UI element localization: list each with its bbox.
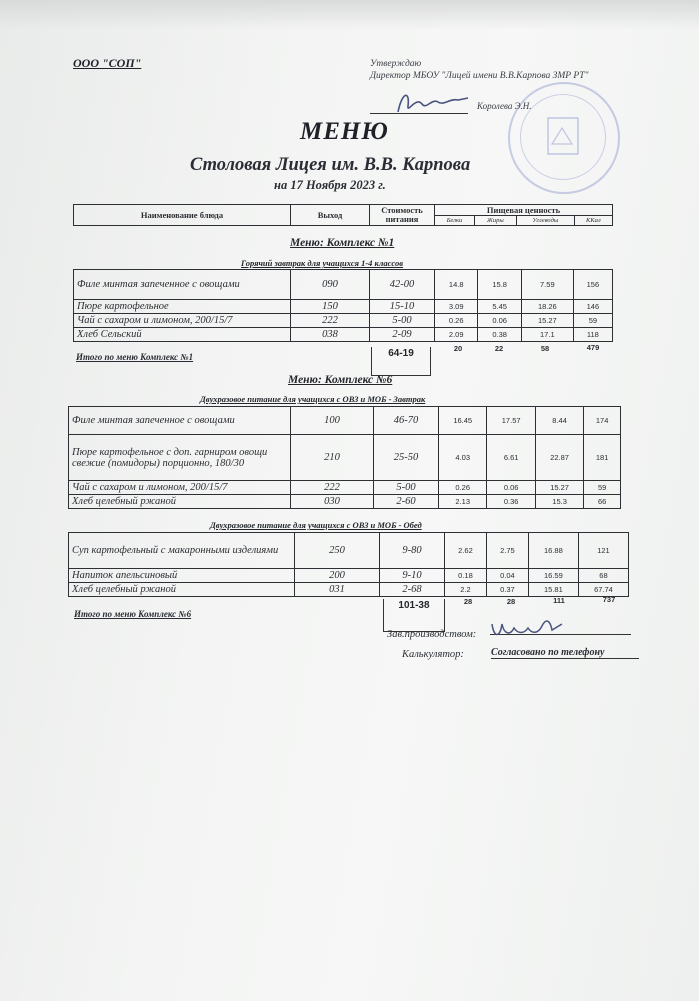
dish-cost: 2-60 <box>374 495 439 509</box>
dish-carbs: 15.27 <box>535 481 583 495</box>
dish-cost: 15-10 <box>370 300 435 314</box>
table-row <box>69 407 621 435</box>
dish-carbs: 18.26 <box>521 300 573 314</box>
menu-date: на 17 Ноября 2023 г. <box>274 178 386 192</box>
dish-proteins: 4.03 <box>439 435 487 481</box>
menu1-title: Меню: Комплекс №1 <box>290 237 395 249</box>
director-name: Королева Э.Н. <box>477 101 532 111</box>
dish-carbs: 7.59 <box>521 270 573 300</box>
dish-proteins: 0.26 <box>435 314 478 328</box>
dish-kcal: 67.74 <box>578 583 628 597</box>
dish-cost: 5-00 <box>374 481 439 495</box>
col-carbs: Углеводы <box>516 216 574 226</box>
dish-cost: 46-70 <box>374 407 439 435</box>
dish-carbs: 15.27 <box>521 314 573 328</box>
menu1-total-carbs: 58 <box>540 344 550 353</box>
dish-output: 210 <box>291 435 374 481</box>
dish-proteins: 2.09 <box>435 328 478 342</box>
calculator-value: Согласовано по телефону <box>491 647 639 659</box>
dish-fats: 0.38 <box>478 328 521 342</box>
dish-cost: 2-68 <box>380 583 445 597</box>
dish-cost: 5-00 <box>370 314 435 328</box>
dish-name: Филе минтая запеченное с овощами <box>69 407 291 435</box>
table-row <box>74 314 613 328</box>
dish-fats: 0.04 <box>486 569 528 583</box>
dish-name: Чай с сахаром и лимоном, 200/15/7 <box>69 481 291 495</box>
col-kcal: ККал <box>574 216 612 226</box>
dish-cost: 9-10 <box>380 569 445 583</box>
menu1-table <box>73 269 613 342</box>
col-cost: Стоимость питания <box>370 205 435 226</box>
dish-kcal: 146 <box>573 300 612 314</box>
dish-name: Напиток апельсиновый <box>69 569 295 583</box>
dish-name: Хлеб Сельский <box>74 328 291 342</box>
dish-cost: 42-00 <box>370 270 435 300</box>
dish-fats: 15.8 <box>478 270 521 300</box>
menu6-section-breakfast: Двухразовое питание для учащихся с ОВЗ и МОБ - Завтрак <box>200 394 426 404</box>
dish-name: Пюре картофельное <box>74 300 291 314</box>
menu6-total-label: Итого по меню Комплекс №6 <box>74 609 192 619</box>
col-fats: Жиры <box>474 216 516 226</box>
menu6-total-fats: 28 <box>506 597 516 606</box>
table-row <box>74 270 613 300</box>
dish-carbs: 16.59 <box>528 569 578 583</box>
dish-proteins: 2.62 <box>445 533 487 569</box>
dish-cost: 25-50 <box>374 435 439 481</box>
dish-proteins: 3.09 <box>435 300 478 314</box>
dish-cost: 9-80 <box>380 533 445 569</box>
calculator-label: Калькулятор: <box>402 649 464 660</box>
dish-carbs: 16.88 <box>528 533 578 569</box>
menu6-breakfast-table <box>68 406 621 509</box>
dish-carbs: 22.87 <box>535 435 583 481</box>
dish-kcal: 121 <box>578 533 628 569</box>
manager-label: Зав.производством: <box>387 629 477 640</box>
dish-fats: 17.57 <box>487 407 535 435</box>
menu-header-table <box>73 204 613 226</box>
dish-fats: 6.61 <box>487 435 535 481</box>
table-row <box>69 583 629 597</box>
dish-proteins: 2.13 <box>439 495 487 509</box>
dish-name: Суп картофельный с макаронными изделиями <box>69 533 295 569</box>
dish-kcal: 59 <box>584 481 621 495</box>
dish-carbs: 15.81 <box>528 583 578 597</box>
dish-kcal: 59 <box>573 314 612 328</box>
dish-carbs: 17.1 <box>521 328 573 342</box>
dish-name: Хлеб целебный ржаной <box>69 583 295 597</box>
menu1-total-proteins: 20 <box>453 344 463 353</box>
approval-line2: Директор МБОУ "Лицей имени В.В.Карпова ЗМР РТ" <box>370 71 589 81</box>
dish-fats: 0.36 <box>487 495 535 509</box>
dish-kcal: 181 <box>584 435 621 481</box>
dish-fats: 0.06 <box>487 481 535 495</box>
dish-cost: 2-09 <box>370 328 435 342</box>
menu1-total-fats: 22 <box>494 344 504 353</box>
organization-name: ООО "СОП" <box>73 56 142 70</box>
menu6-title: Меню: Комплекс №6 <box>288 374 393 386</box>
table-row <box>69 435 621 481</box>
dish-kcal: 174 <box>584 407 621 435</box>
col-name: Наименование блюда <box>74 205 291 226</box>
dish-output: 100 <box>291 407 374 435</box>
page-title: МЕНЮ <box>300 118 389 145</box>
menu1-total-label: Итого по меню Комплекс №1 <box>76 352 194 362</box>
dish-output: 031 <box>295 583 380 597</box>
page-subtitle: Столовая Лицея им. В.В. Карпова <box>190 155 471 175</box>
dish-proteins: 0.26 <box>439 481 487 495</box>
dish-proteins: 16.45 <box>439 407 487 435</box>
dish-fats: 0.37 <box>486 583 528 597</box>
dish-carbs: 8.44 <box>535 407 583 435</box>
dish-output: 030 <box>291 495 374 509</box>
dish-name: Хлеб целебный ржаной <box>69 495 291 509</box>
dish-kcal: 118 <box>573 328 612 342</box>
dish-name: Филе минтая запеченное с овощами <box>74 270 291 300</box>
dish-kcal: 156 <box>573 270 612 300</box>
dish-carbs: 15.3 <box>535 495 583 509</box>
dish-output: 222 <box>291 314 370 328</box>
menu6-total-proteins: 28 <box>463 597 473 606</box>
table-row <box>69 481 621 495</box>
menu6-lunch-table <box>68 532 629 597</box>
dish-fats: 0.06 <box>478 314 521 328</box>
dish-kcal: 66 <box>584 495 621 509</box>
dish-name: Пюре картофельное с доп. гарниром овощи свежие (помидоры) порционно, 180/30 <box>69 435 291 481</box>
menu1-total-kcal: 479 <box>586 343 600 352</box>
dish-proteins: 0.18 <box>445 569 487 583</box>
dish-output: 250 <box>295 533 380 569</box>
dish-kcal: 68 <box>578 569 628 583</box>
menu1-total-cost: 64-19 <box>371 347 431 376</box>
table-row <box>74 328 613 342</box>
menu6-total-cost: 101-38 <box>383 599 445 632</box>
col-nutrition: Пищевая ценность <box>435 205 613 216</box>
signature-line <box>370 113 468 114</box>
dish-output: 090 <box>291 270 370 300</box>
dish-output: 150 <box>291 300 370 314</box>
table-row <box>69 495 621 509</box>
menu6-section-lunch: Двухразовое питание для учащихся с ОВЗ и МОБ - Обед <box>210 520 422 530</box>
dish-fats: 5.45 <box>478 300 521 314</box>
dish-output: 222 <box>291 481 374 495</box>
menu6-total-kcal: 737 <box>602 595 616 604</box>
round-stamp <box>508 82 620 194</box>
dish-fats: 2.75 <box>486 533 528 569</box>
col-proteins: Белки <box>435 216 475 226</box>
dish-proteins: 14.8 <box>435 270 478 300</box>
table-row <box>74 300 613 314</box>
page-shadow <box>0 0 699 30</box>
dish-name: Чай с сахаром и лимоном, 200/15/7 <box>74 314 291 328</box>
dish-proteins: 2.2 <box>445 583 487 597</box>
dish-output: 038 <box>291 328 370 342</box>
menu6-total-carbs: 111 <box>553 596 565 605</box>
approval-block <box>370 58 620 82</box>
manager-signature <box>488 614 568 642</box>
approval-line1: Утверждаю <box>370 59 422 69</box>
dish-output: 200 <box>295 569 380 583</box>
table-row <box>69 569 629 583</box>
menu1-section: Горячий завтрак для учащихся 1-4 классов <box>241 258 404 268</box>
table-row <box>69 533 629 569</box>
col-output: Выход <box>291 205 370 226</box>
